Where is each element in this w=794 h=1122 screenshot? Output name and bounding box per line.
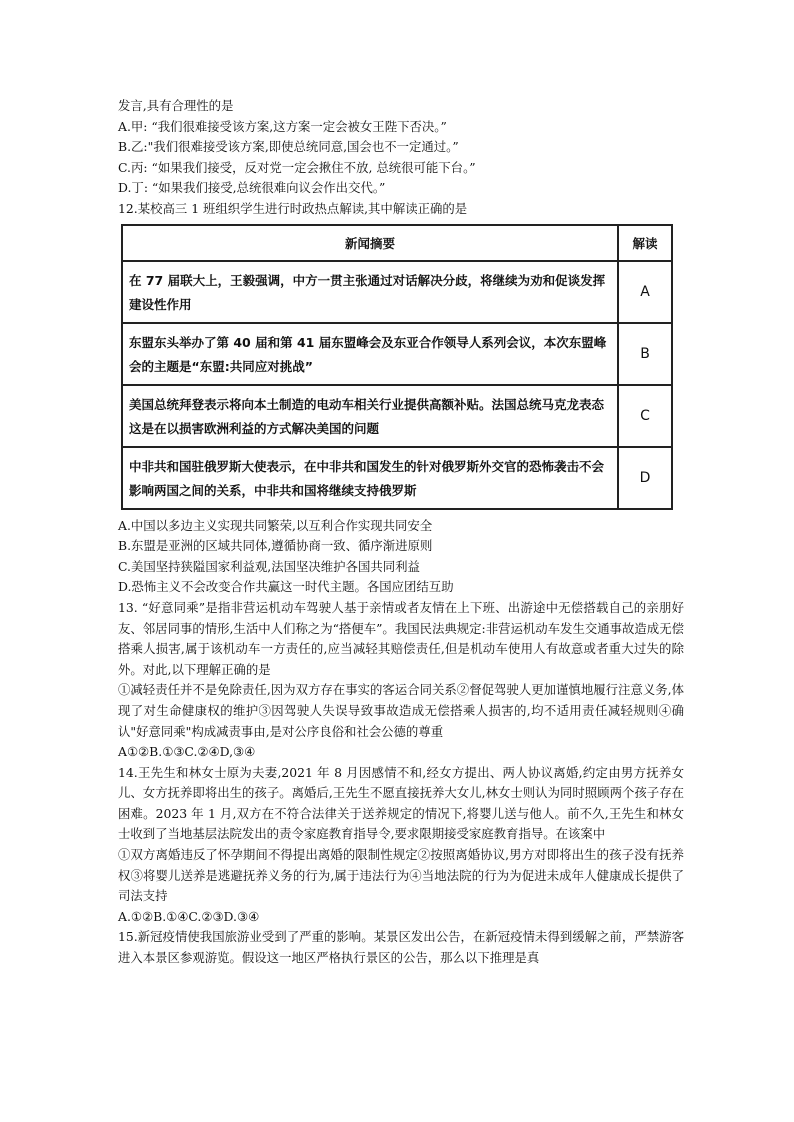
q11-option-d: D.丁: “如果我们接受,总统很难向议会作出交代。” bbox=[118, 180, 386, 196]
exam-page bbox=[118, 96, 684, 969]
header-interp: 解读 bbox=[618, 225, 672, 261]
table-row bbox=[122, 447, 672, 509]
q12-option-d: D.恐怖主义不会改变合作共赢这一时代主题。各国应团结互助 bbox=[118, 579, 454, 595]
interp-cell: C bbox=[618, 385, 672, 447]
q14-statements: ①双方离婚违反了怀孕期间不得提出离婚的限制性规定②按照离婚协议,男方对即将出生的孩子没有抚养权③将婴儿送养是逃避抚养义务的行为,属于违法行为④当地法院的行为为促进未成年人健康成长提供了司法支持 bbox=[118, 847, 684, 904]
news-table bbox=[121, 224, 673, 510]
q12-option-c: C.美国坚持狭隘国家利益观,法国坚决维护各国共同利益 bbox=[118, 558, 420, 574]
q14-stem: 14.王先生和林女士原为夫妻,2021 年 8 月因感情不和,经女方提出、两人协议离婚,约定由男方抚养女儿、女方抚养即将出生的孩子。离婚后,王先生不愿直接抚养大女儿,林女士则认为同时照顾两个孩子存在困难。2023 年 1 月,双方在不符合法律关于送养规定的情况下,将婴儿送与他人。前不久,王先生和林女士收到了当地基层法院发出的责令家庭教育指导令,要求限期接受家庭教育指导。在该案中 bbox=[118, 764, 684, 842]
q12-stem: 12.某校高三 1 班组织学生进行时政热点解读,其中解读正确的是 bbox=[118, 200, 468, 216]
interp-cell: B bbox=[618, 323, 672, 385]
q14-choices: A.①②B.①④C.②③D.③④ bbox=[118, 908, 260, 924]
q13-stem: 13. “好意同乘”是指非营运机动车驾驶人基于亲情或者友情在上下班、出游途中无偿搭载自己的亲朋好友、邻居同事的情形,生活中人们称之为“搭便车”。我国民法典规定:非营运机动车发生交通事故造成无偿搭乘人损害,属于该机动车一方责任的,应当减轻其赔偿责任,但是机动车使用人有故意或者重大过失的除外。对此,以下理解正确的是 bbox=[118, 599, 684, 677]
news-table-header bbox=[122, 225, 672, 261]
table-row bbox=[122, 261, 672, 323]
news-cell: 美国总统拜登表示将向本土制造的电动车相关行业提供高额补贴。法国总统马克龙表态这是在以损害欧洲利益的方式解决美国的问题 bbox=[122, 385, 618, 447]
news-cell: 东盟东头举办了第 40 届和第 41 届东盟峰会及东亚合作领导人系列会议，本次东盟峰会的主题是“东盟:共同应对挑战” bbox=[122, 323, 618, 385]
q11-option-b: B.乙:"我们很难接受该方案,即使总统同意,国会也不一定通过。” bbox=[118, 139, 459, 155]
q11-option-c: C.丙: “如果我们接受，反对党一定会揪住不放, 总统很可能下台。” bbox=[118, 159, 476, 175]
q11-stem-tail: 发言,具有合理性的是 bbox=[118, 98, 234, 113]
q12-option-a: A.中国以多边主义实现共同繁荣,以互利合作实现共同安全 bbox=[118, 517, 433, 533]
header-news: 新闻摘要 bbox=[122, 225, 618, 261]
table-row bbox=[122, 323, 672, 385]
news-cell: 在 77 届联大上，王毅强调，中方一贯主张通过对话解决分歧，将继续为劝和促谈发挥建设性作用 bbox=[122, 261, 618, 323]
interp-cell: A bbox=[618, 261, 672, 323]
news-cell: 中非共和国驻俄罗斯大使表示，在中非共和国发生的针对俄罗斯外交官的恐怖袭击不会影响两国之间的关系，中非共和国将继续支持俄罗斯 bbox=[122, 447, 618, 509]
q15-stem: 15.新冠疫情使我国旅游业受到了严重的影响。某景区发出公告，在新冠疫情未得到缓解之前，严禁游客进入本景区参观游览。假设这一地区严格执行景区的公告，那么以下推理是真 bbox=[118, 929, 684, 966]
interp-cell: D bbox=[618, 447, 672, 509]
q12-option-b: B.东盟是亚洲的区域共同体,遵循协商一致、循序渐进原则 bbox=[118, 538, 433, 554]
q13-choices: A①②B.①③C.②④D,③④ bbox=[118, 744, 256, 760]
q11-option-a: A.甲: “我们很难接受该方案,这方案一定会被女王陛下否决。” bbox=[118, 118, 447, 134]
table-row bbox=[122, 385, 672, 447]
q13-statements: ①减轻责任并不是免除责任,因为双方存在事实的客运合同关系②督促驾驶人更加谨慎地履行注意义务,体现了对生命健康权的维护③因驾驶人失误导致事故造成无偿搭乘人损害的,均不适用责任减轻规则④确认"好意同乘"构成减责事由,是对公序良俗和社会公德的尊重 bbox=[118, 682, 684, 739]
